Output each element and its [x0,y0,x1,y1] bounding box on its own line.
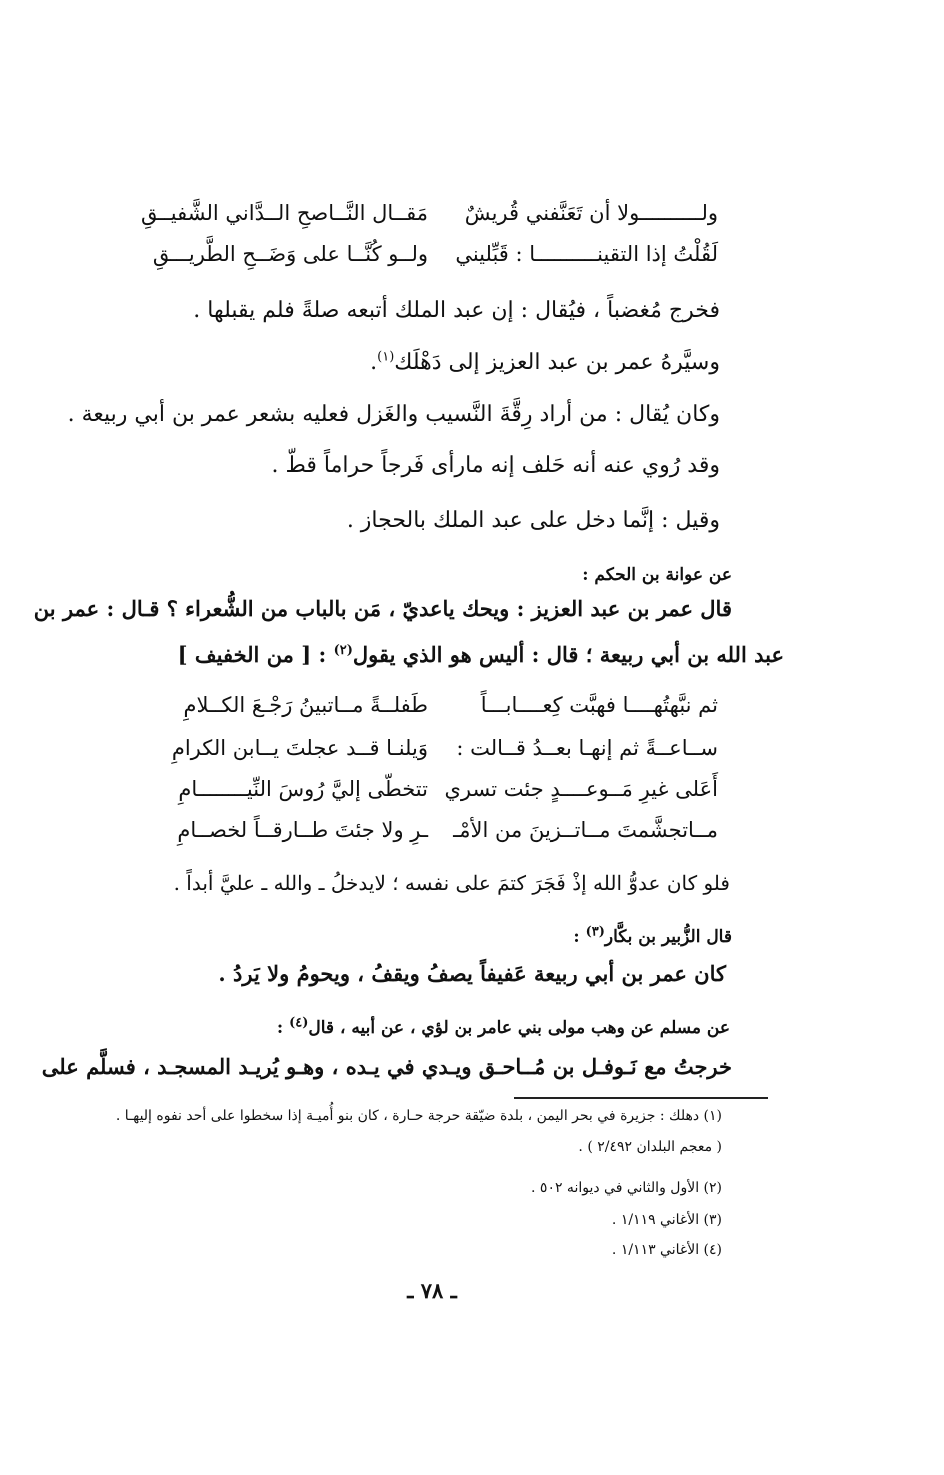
paragraph-text: عبد الله بن أبي ربيعة ؛ قال : أليس هو الذي يقول [352,642,784,667]
footnote-ref: (٣) [585,924,605,940]
heading-text: عن مسلم عن وهب مولى بني عامر بن لؤي ، عن أبيه ، قال [308,1018,730,1038]
footnote-ref: (٤) [289,1015,309,1031]
verse-5-hemistich-right: أَعَلى غيرِ مَــوعــــدٍ جئت تسري [444,777,718,801]
heading-tail: : [276,1018,290,1038]
paragraph-line: خرجتُ مع نَـوفـل بن مُــاحـق ويـدي في يـده ، وهـو يُريـد المسجـد ، فسلَّم على [41,1054,732,1079]
footnote: (٢) الأول والثاني في ديوانه ٥٠٢ . [531,1180,722,1196]
prose-text: وسيَّرهُ عمر بن عبد العزيز إلى دَهْلَك [394,350,720,375]
verse-2-hemistich-right: لَقُلْتُ إذا التقينــــــــــا : قَبِّليني [455,242,718,266]
verse-3-hemistich-left: طَفلــةً مــاتبينُ رَجْـعَ الكــلامِ [183,693,428,717]
paragraph-line [178,638,784,672]
footnote: (٤) الأغاني ١/١١٣ . [611,1242,722,1258]
verse-1-hemistich-left: مَقــال النَّــاصحِ الــدَّاني الشَّفيــقِ [140,201,428,225]
verse-2-hemistich-left: ولــو كُنَّــا على وَضَــحِ الطَّريـــقِ [152,242,428,266]
verse-1-hemistich-right: ولــــــــــولا أن تَعَنَّفني قُريشٌ [464,201,718,225]
prose-line-with-note: وسيَّرهُ عمر بن عبد العزيز إلى دَهْلَك$^{(١)}$. [370,349,720,375]
paragraph-line: كان عمر بن أبي ربيعة عَفيفاً يصفُ ويقفُ ، ويحومُ ولا يَردُ . [218,961,726,986]
section-heading [573,920,732,954]
paragraph-line: قال عمر بن عبد العزيز : ويحك ياعديّ ، مَن بالباب من الشُّعراء ؟ قـال : عمر بن [33,596,732,621]
footnote: (٣) الأغاني ١/١١٩ . [611,1212,722,1228]
footnote-ref: (٢) [333,643,353,658]
footnote-divider [514,1097,768,1099]
section-heading: عن عوانة بن الحكم : [582,565,732,585]
verse-6-hemistich-left: ـرِ ولا جئتَ طــارقــاً لخصــامِ [177,818,428,842]
verse-3-hemistich-right: ثم نبَّهتُهــــا فهبَّت كِعــــابـــاً [480,693,718,717]
verse-4-hemistich-left: وَيلنـا قــد عجلتَ يــابن الكرامِ [171,736,428,760]
verse-4-hemistich-right: ســاعــةً ثم إنهـا بعــدُ قــالت : [456,736,718,760]
meter-label: : [ من الخفيف ] [177,642,334,667]
footnote-ref: (١) [377,349,395,365]
heading-text: قال الزُّبير بن بكَّار [604,927,732,947]
page-number: ـ ٧٨ ـ [407,1278,457,1303]
verse-6-hemistich-right: مــاتجشَّمتَ مــاتــزينَ من الأمْـ [453,818,718,842]
prose-line: وقيل : إنَّما دخل على عبد الملك بالحجاز . [346,508,720,533]
footnote: (١) دهلك : جزيرة في بحر اليمن ، بلدة ضيّقة حرجة حـارة ، كان بنو أُميـة إذا سخطوا على أحد نفوه إليهـا . [115,1108,722,1124]
prose-line: فخرج مُغضباً ، فيُقال : إن عبد الملك أتبعه صلةً فلم يقبلها . [193,298,720,323]
footnote: ( معجم البلدان ٢/٤٩٢ ) . [578,1139,722,1155]
section-heading [277,1011,730,1045]
prose-line: وقد رُوي عنه أنه حَلف إنه مارأى فَرجاً حراماً قطّ . [271,453,720,478]
prose-line: فلو كان عدوُّ الله إذْ فَجَرَ كتمَ على نفسه ؛ لايدخلُ ـ والله ـ عليَّ أبداً . [173,871,730,895]
heading-tail: : [573,927,586,947]
prose-line: وكان يُقال : من أراد رِقَّةَ النَّسيب والغَزل فعليه بشعر عمر بن أبي ربيعة . [67,402,720,427]
verse-5-hemistich-left: تتخطّى إليَّ رُوسَ النِّيــــــــامِ [178,777,428,801]
